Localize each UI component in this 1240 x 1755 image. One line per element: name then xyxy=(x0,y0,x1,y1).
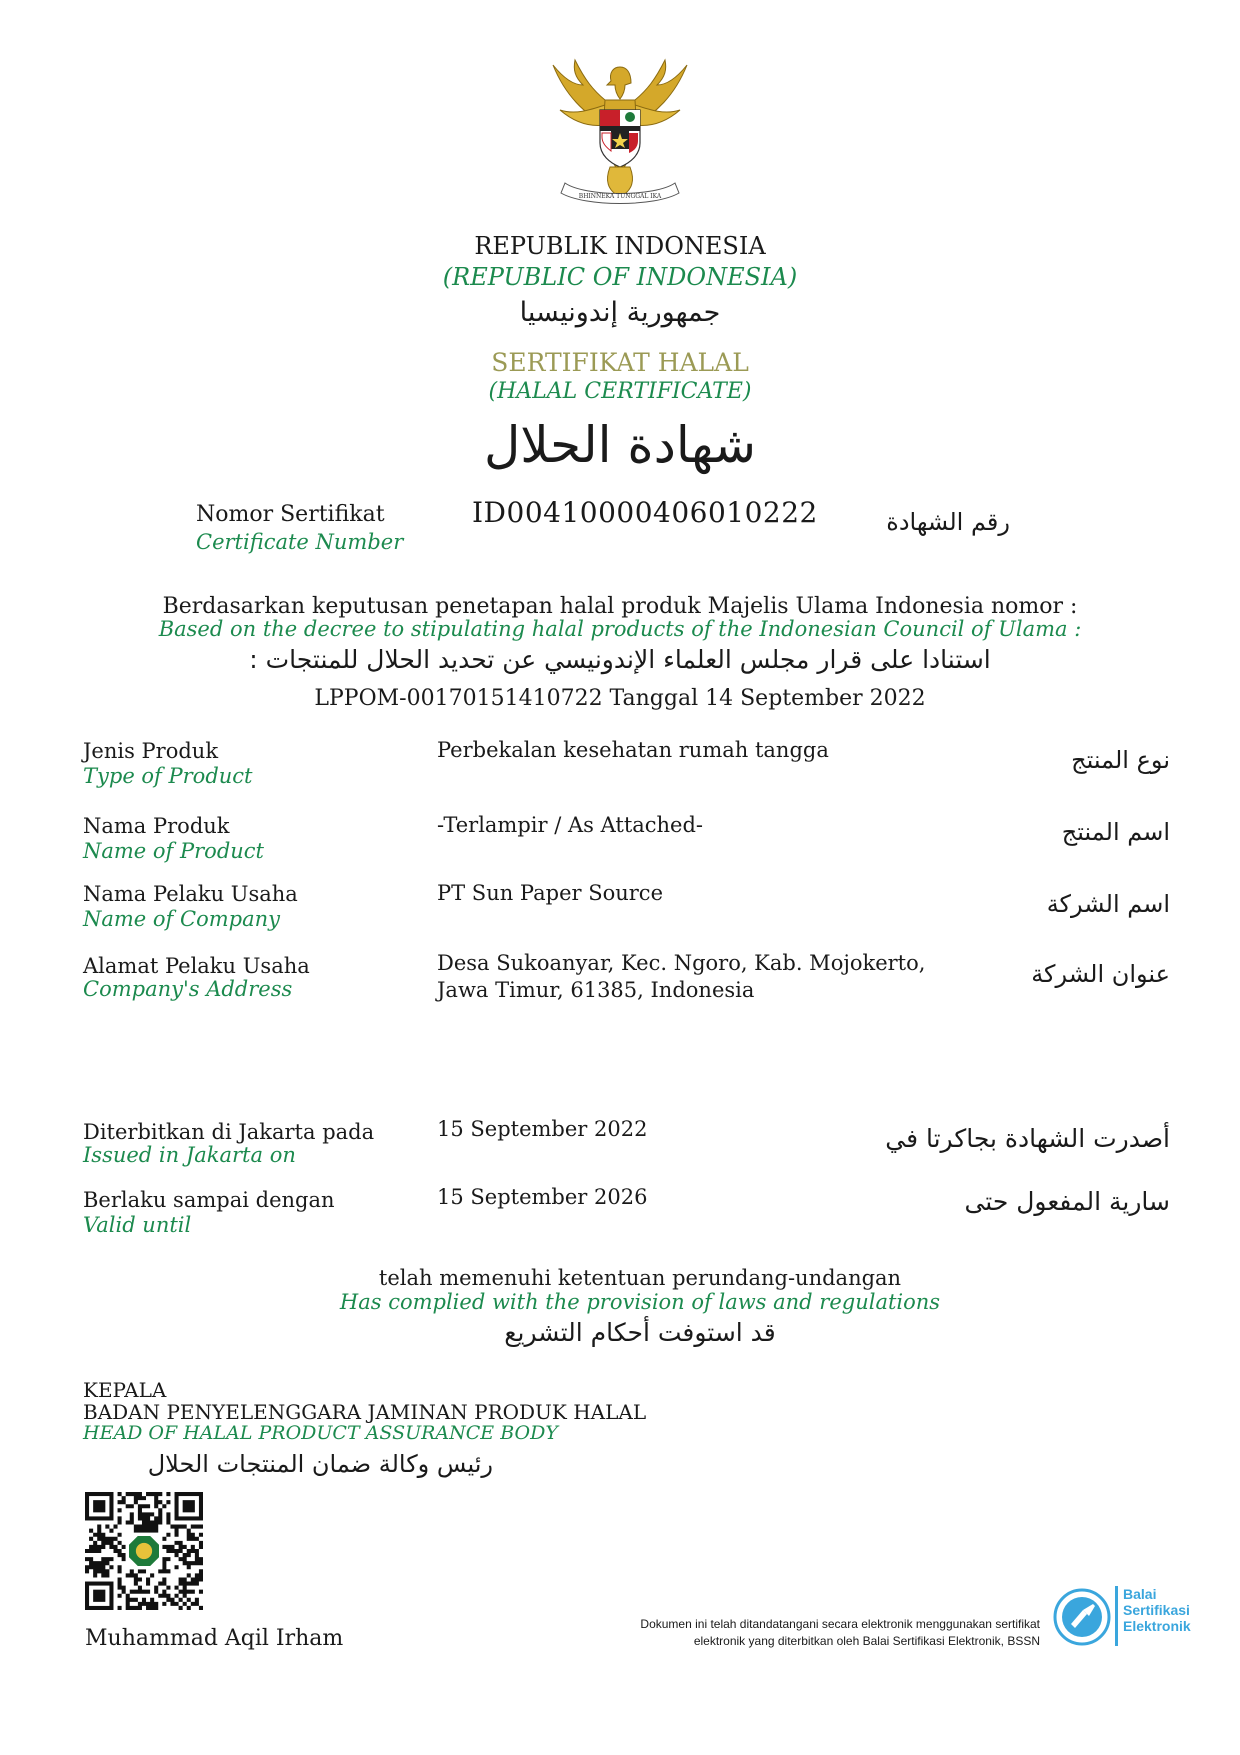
bsre-logo xyxy=(1053,1586,1191,1648)
signatory-body: BADAN PENYELENGGARA JAMINAN PRODUK HALAL xyxy=(83,1400,647,1424)
signatory-role: KEPALA xyxy=(83,1378,167,1402)
field-value: PT Sun Paper Source xyxy=(437,881,663,905)
signatory-body-ar: رئيس وكالة ضمان المنتجات الحلال xyxy=(147,1450,493,1478)
field-label-en: Type of Product xyxy=(83,764,253,788)
emblem-motto: BHINNEKA TUNGGAL IKA xyxy=(578,193,662,200)
country-name: REPUBLIK INDONESIA xyxy=(474,232,766,260)
certificate-title: SERTIFIKAT HALAL xyxy=(491,348,749,377)
field-label-ar: نوع المنتج xyxy=(1071,746,1170,774)
compliance-line: telah memenuhi ketentuan perundang-undangan xyxy=(378,1266,902,1290)
valid-label-en: Valid until xyxy=(83,1213,192,1237)
e-signature-note-line1: Dokumen ini telah ditandatangani secara elektronik menggunakan sertifikat xyxy=(640,1617,1040,1631)
compliance-line-ar: قد استوفت أحكام التشريع xyxy=(504,1318,776,1347)
valid-label: Berlaku sampai dengan xyxy=(83,1188,335,1212)
issued-label-en: Issued in Jakarta on xyxy=(83,1143,296,1167)
bsre-text-2: Sertifikasi xyxy=(1123,1602,1190,1618)
decree-line-en: Based on the decree to stipulating halal products of the Indonesian Council of Ulama : xyxy=(158,617,1082,641)
cert-number-value: ID00410000406010222 xyxy=(472,496,818,529)
country-name-en: (REPUBLIC OF INDONESIA) xyxy=(442,263,798,291)
decree-number: LPPOM-00170151410722 Tanggal 14 September 2022 xyxy=(314,686,926,711)
qr-code xyxy=(85,1492,203,1610)
field-label-ar: اسم المنتج xyxy=(1061,818,1170,846)
issued-label-ar: أصدرت الشهادة بجاكرتا في xyxy=(885,1124,1170,1153)
field-label: Jenis Produk xyxy=(83,739,219,763)
issued-date: 15 September 2022 xyxy=(437,1117,648,1141)
bsre-text-3: Elektronik xyxy=(1123,1618,1191,1634)
field-label-ar: اسم الشركة xyxy=(1046,890,1170,918)
field-label: Alamat Pelaku Usaha xyxy=(83,954,310,978)
signatory-name: Muhammad Aqil Irham xyxy=(85,1626,344,1651)
decree-line: Berdasarkan keputusan penetapan halal produk Majelis Ulama Indonesia nomor : xyxy=(162,594,1078,619)
certificate-title-en: (HALAL CERTIFICATE) xyxy=(488,379,752,404)
decree-line-ar: استنادا على قرار مجلس العلماء الإندونيسي عن تحديد الحلال للمنتجات : xyxy=(249,645,991,674)
field-value-line2: Jawa Timur, 61385, Indonesia xyxy=(437,978,755,1002)
field-label-en: Company's Address xyxy=(83,977,293,1001)
e-signature-note-line2: elektronik yang diterbitkan oleh Balai Sertifikasi Elektronik, BSSN xyxy=(693,1634,1040,1648)
field-label: Nama Produk xyxy=(83,814,230,838)
valid-label-ar: سارية المفعول حتى xyxy=(964,1187,1170,1216)
field-label: Nama Pelaku Usaha xyxy=(83,882,298,906)
bsre-icon xyxy=(1053,1588,1111,1646)
country-name-ar: جمهورية إندونيسيا xyxy=(519,297,721,328)
field-label-ar: عنوان الشركة xyxy=(1031,960,1170,988)
signatory-body-en: HEAD OF HALAL PRODUCT ASSURANCE BODY xyxy=(83,1422,558,1444)
cert-number-label-ar: رقم الشهادة xyxy=(886,508,1010,536)
field-label-en: Name of Company xyxy=(83,907,280,931)
e-signature-note xyxy=(560,1616,1040,1650)
cert-number-label: Nomor Sertifikat xyxy=(196,502,385,527)
field-label-en: Name of Product xyxy=(83,839,264,863)
field-value: Desa Sukoanyar, Kec. Ngoro, Kab. Mojokerto, xyxy=(437,951,926,975)
garuda-emblem xyxy=(545,55,695,215)
bsre-text-1: Balai xyxy=(1123,1586,1157,1602)
field-value: -Terlampir / As Attached- xyxy=(437,813,704,837)
issued-label: Diterbitkan di Jakarta pada xyxy=(83,1120,375,1144)
compliance-line-en: Has complied with the provision of laws and regulations xyxy=(339,1290,941,1314)
field-value: Perbekalan kesehatan rumah tangga xyxy=(437,738,829,762)
valid-date: 15 September 2026 xyxy=(437,1185,648,1209)
certificate-title-ar: شهادة الحلال xyxy=(483,416,757,474)
cert-number-label-en: Certificate Number xyxy=(196,530,404,554)
